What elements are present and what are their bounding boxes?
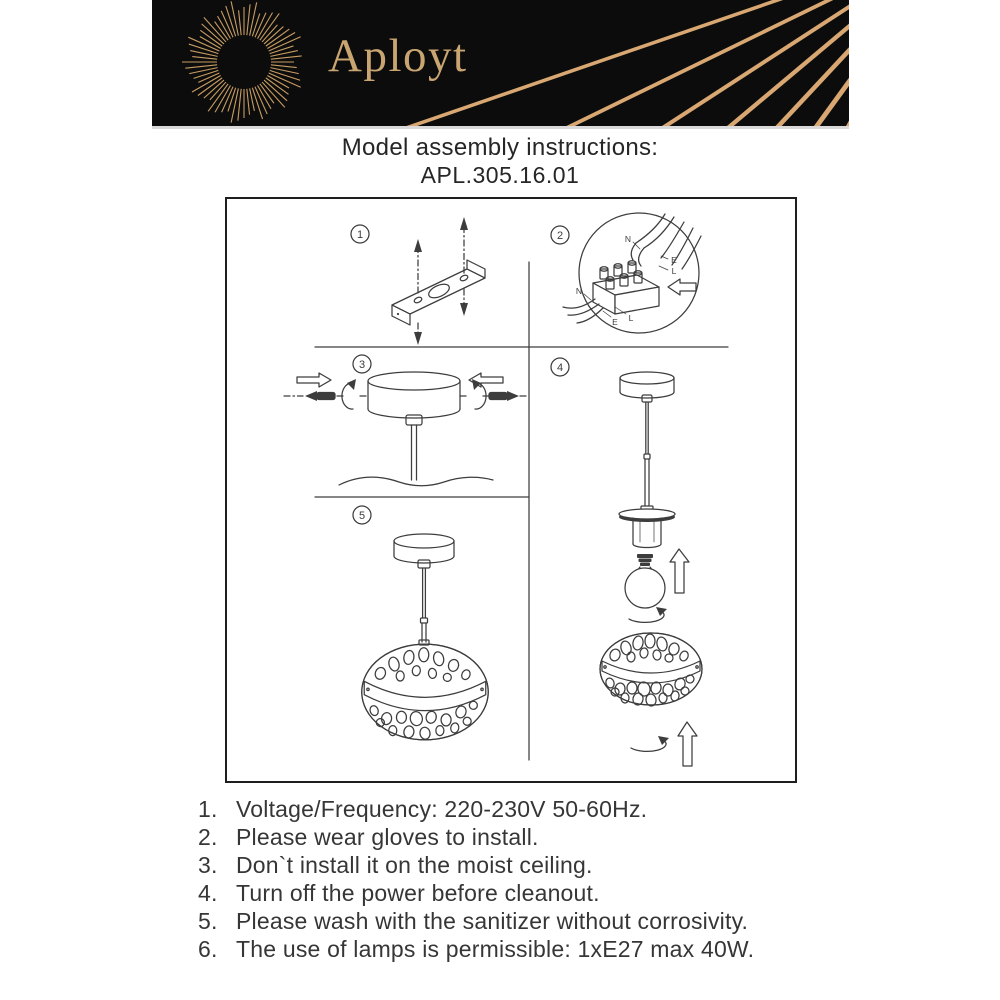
direction-arrow-icon <box>297 373 331 387</box>
up-arrow-icon <box>678 722 697 766</box>
bulb-icon <box>637 554 653 558</box>
rays-decoration-icon <box>152 0 849 126</box>
shade <box>362 644 488 740</box>
item-text: The use of lamps is permissible: 1xE27 max 40W. <box>236 936 755 962</box>
wire-label: N <box>624 234 632 244</box>
instruction-item <box>198 796 754 824</box>
step-3-panel <box>284 355 526 486</box>
shade <box>600 633 702 707</box>
item-text: Don`t install it on the moist ceiling. <box>236 852 593 878</box>
svg-text:5: 5 <box>358 510 366 522</box>
instruction-item <box>198 824 754 852</box>
socket-cup <box>633 544 661 548</box>
step-1-panel <box>351 217 485 345</box>
instruction-item <box>198 852 754 880</box>
instruction-item <box>198 908 754 936</box>
instruction-list <box>198 796 754 964</box>
bracket <box>392 269 485 314</box>
brand-banner <box>152 0 849 129</box>
page-title: Model assembly instructions: <box>341 134 659 161</box>
item-number: 6. <box>198 936 218 962</box>
up-arrow-icon <box>670 549 689 593</box>
canopy <box>368 372 460 390</box>
brand-name: Aployt <box>328 30 468 82</box>
svg-text:3: 3 <box>358 359 366 371</box>
step-4-panel <box>551 358 702 766</box>
screw-icon <box>305 391 317 401</box>
item-number: 5. <box>198 908 218 934</box>
item-number: 3. <box>198 852 218 878</box>
socket-flange <box>619 509 675 519</box>
step-5-panel <box>353 506 488 740</box>
push-arrow-icon <box>668 279 696 295</box>
svg-text:4: 4 <box>556 362 564 374</box>
item-text: Voltage/Frequency: 220-230V 50-60Hz. <box>236 796 648 822</box>
canopy <box>394 534 454 548</box>
item-number: 4. <box>198 880 218 906</box>
screw-icon <box>507 391 519 401</box>
instruction-item <box>198 936 754 964</box>
wire-label: E <box>612 317 618 327</box>
model-number: APL.305.16.01 <box>420 162 580 188</box>
item-text: Turn off the power before cleanout. <box>236 880 600 906</box>
wire-label: N <box>575 286 583 296</box>
wire-label: L <box>671 266 677 276</box>
svg-text:2: 2 <box>556 230 564 242</box>
step-2-panel <box>551 213 701 333</box>
item-number: 1. <box>198 796 218 822</box>
instruction-item <box>198 880 754 908</box>
item-number: 2. <box>198 824 218 850</box>
item-text: Please wash with the sanitizer without corrosivity. <box>236 908 749 934</box>
svg-text:1: 1 <box>356 229 364 241</box>
canopy <box>620 372 674 384</box>
wire-label: L <box>628 313 634 323</box>
item-text: Please wear gloves to install. <box>236 824 539 850</box>
assembly-diagram <box>225 197 797 783</box>
wire-label: E <box>671 255 677 265</box>
